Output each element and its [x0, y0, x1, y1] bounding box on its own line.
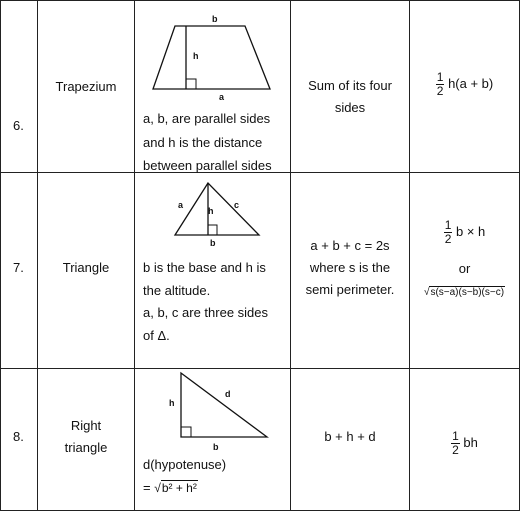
perimeter-cell	[291, 1, 410, 173]
right-triangle-outline	[181, 373, 267, 437]
right-angle-marker	[208, 225, 217, 235]
description-line: of Δ.	[143, 327, 170, 343]
hypotenuse-label: d(hypotenuse)	[143, 457, 227, 472]
description-line: the altitude.	[143, 282, 211, 298]
triangle-figure	[135, 173, 291, 253]
shape-name: Trapezium	[55, 79, 117, 94]
figure-cell	[135, 369, 291, 511]
triangle-label-a: a	[178, 200, 184, 210]
description-line: between parallel sides	[143, 158, 272, 173]
area-formula: h(a + b)	[448, 75, 494, 91]
serial-number: 6.	[13, 118, 24, 133]
description-line: and h is the distance	[143, 134, 263, 150]
perimeter-line: where s is the	[309, 260, 391, 275]
perimeter-cell	[291, 173, 410, 369]
serial-cell	[1, 1, 38, 173]
trapezium-figure	[135, 1, 291, 101]
hypotenuse-formula: = √b² + h²	[143, 480, 197, 495]
shape-name: triangle	[64, 440, 108, 455]
perimeter-line: semi perimeter.	[305, 282, 395, 297]
right-triangle-label-h: h	[169, 398, 175, 408]
heron-radicand: s(s−a)(s−b)(s−c)	[430, 287, 505, 298]
description-line: a, b, c are three sides	[143, 305, 269, 320]
trapezium-label-a: a	[219, 92, 225, 101]
trapezium-outline	[153, 26, 270, 89]
heron-formula: √s(s−a)(s−b)(s−c)	[423, 287, 505, 298]
shape-name: Right	[70, 418, 102, 433]
perimeter-line: b + h + d	[324, 429, 376, 444]
fraction-half: $\frac{1}{2}$	[444, 218, 452, 246]
figure-cell	[135, 1, 291, 173]
perimeter-line: Sum of its four	[308, 78, 392, 93]
area-cell	[410, 369, 520, 511]
area-cell	[410, 173, 520, 369]
shape-name-cell	[38, 173, 135, 369]
figure-cell	[135, 173, 291, 369]
trapezium-label-h: h	[193, 51, 199, 61]
triangle-label-c: c	[234, 200, 240, 210]
serial-number: 8.	[13, 429, 24, 444]
area-formula: bh	[463, 434, 478, 450]
or-text: or	[458, 261, 471, 276]
hypotenuse-radicand: b² + h²	[161, 481, 197, 495]
right-triangle-figure	[135, 369, 291, 453]
serial-cell	[1, 369, 38, 511]
description-line: a, b, are parallel sides	[143, 111, 271, 126]
right-angle-marker	[181, 427, 191, 437]
perimeter-cell	[291, 369, 410, 511]
serial-number: 7.	[13, 260, 24, 275]
shape-name-cell	[38, 369, 135, 511]
right-triangle-label-d: d	[225, 389, 231, 399]
perimeter-line: sides	[334, 100, 366, 115]
shape-name-cell	[38, 1, 135, 173]
perimeter-line: a + b + c = 2s	[310, 238, 390, 253]
serial-cell	[1, 173, 38, 369]
fraction-half: $\frac{1}{2}$	[452, 429, 459, 457]
area-formula: b × h	[456, 223, 486, 239]
triangle-label-b: b	[210, 238, 216, 248]
right-triangle-label-b: b	[213, 442, 219, 452]
table-row	[1, 1, 520, 173]
triangle-label-h: h	[208, 206, 214, 216]
right-angle-marker	[186, 79, 196, 89]
trapezium-label-b: b	[212, 14, 218, 24]
table-row	[1, 369, 520, 511]
area-cell	[410, 1, 520, 173]
shape-name: Triangle	[62, 260, 110, 275]
fraction-half: $\frac{1}{2}$	[436, 70, 444, 98]
description-line: b is the base and h is	[143, 260, 266, 275]
table-row	[1, 173, 520, 369]
